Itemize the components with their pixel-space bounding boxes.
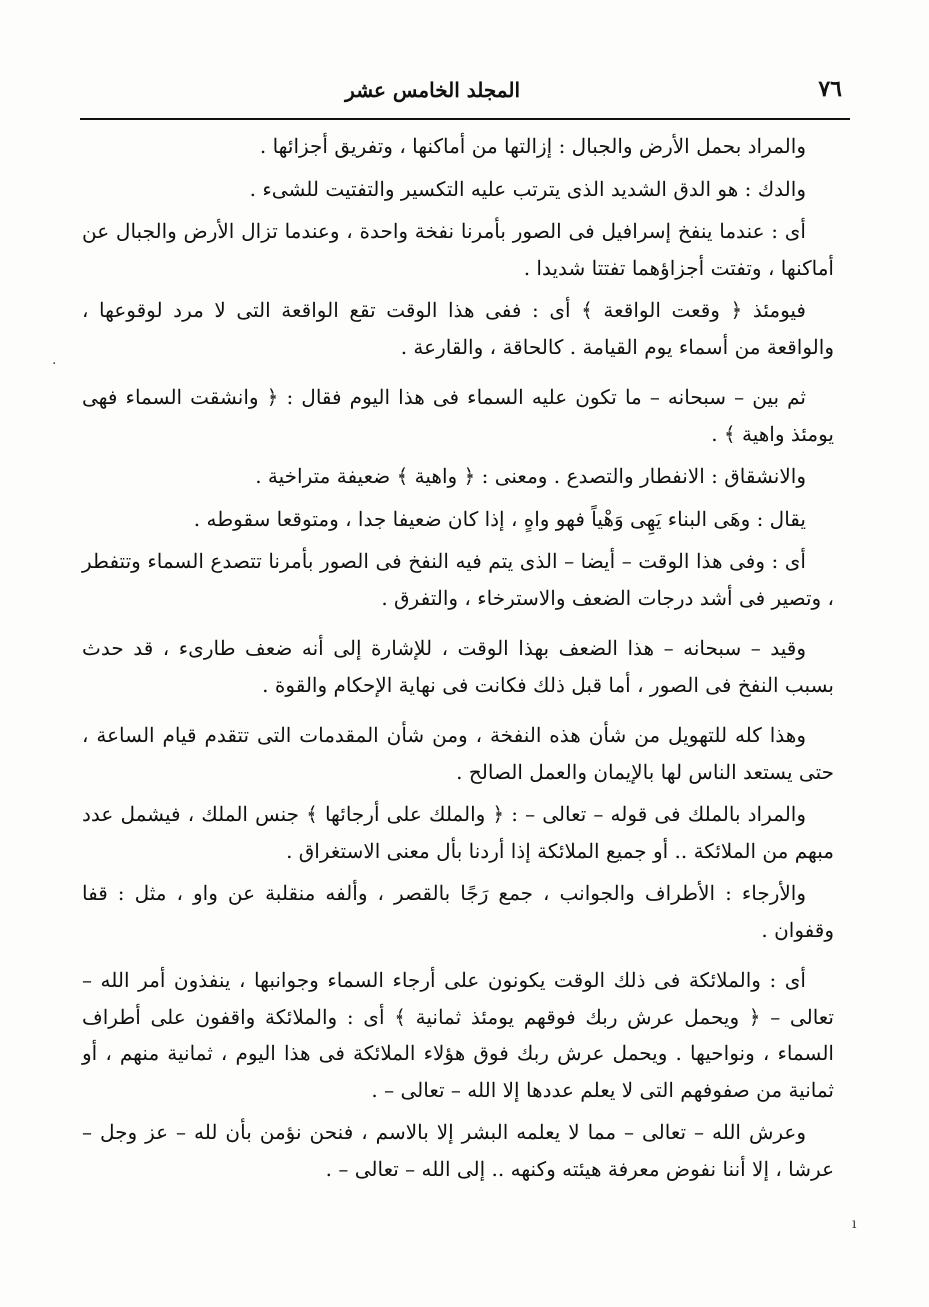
header-rule (80, 118, 850, 120)
paragraph: والمراد بالملك فى قوله – تعالى – : ﴿ والملك على أرجائها ﴾ جنس الملك ، فيشمل عدد مبهم من الملائكة .. أو جميع الملائكة إذا أردنا بأل معنى الاستغراق . (82, 802, 834, 863)
page-header (80, 70, 850, 116)
paragraph: أى : عندما ينفخ إسرافيل فى الصور بأمرنا نفخة واحدة ، وعندما تزال الأرض والجبال عن أماكنها ، وتفتت أجزاؤهما تفتتا شديدا . (82, 219, 834, 280)
paragraph: يقال : وهَى البناء يَهِى وَهْياً فهو واهٍ ، إذا كان ضعيفا جدا ، ومتوقعا سقوطه . (193, 506, 806, 531)
body-text (82, 128, 834, 1193)
paragraph: وقيد – سبحانه – هذا الضعف بهذا الوقت ، للإشارة إلى أنه ضعف طارىء ، قد حدث بسبب النفخ فى الصور ، أما قبل ذلك فكانت فى نهاية الإحكام والقوة . (82, 636, 834, 697)
margin-mark: ı (852, 1216, 857, 1232)
paragraph: والدك : هو الدق الشديد الذى يترتب عليه التكسير والتفتيت للشىء . (249, 176, 806, 201)
paragraph: أى : وفى هذا الوقت – أيضا – الذى يتم فيه النفخ فى الصور بأمرنا تتصدع السماء وتتفطر ، وتصير فى أشد درجات الضعف والاسترخاء ، والتفرق . (82, 549, 834, 610)
paragraph: وعرش الله – تعالى – مما لا يعلمه البشر إلا بالاسم ، فنحن نؤمن بأن لله – عز وجل – عرشا ، إلا أننا نفوض معرفة هيئته وكنهه .. إلى الله – تعالى – . (82, 1120, 834, 1181)
paragraph: والأرجاء : الأطراف والجوانب ، جمع رَجًا بالقصر ، وألفه منقلبة عن واو ، مثل : قفا وقفوان . (82, 881, 834, 942)
paragraph: والمراد بحمل الأرض والجبال : إزالتها من أماكنها ، وتفريق أجزائها . (259, 134, 806, 158)
paragraph: ثم بين – سبحانه – ما تكون عليه السماء فى هذا اليوم فقال : ﴿ وانشقت السماء فهى يومئذ واهية ﴾ . (82, 385, 834, 446)
paragraph: وهذا كله للتهويل من شأن هذه النفخة ، ومن شأن المقدمات التى تتقدم قيام الساعة ، حتى يستعد الناس لها بالإيمان والعمل الصالح . (82, 723, 834, 784)
paragraph: فيومئذ ﴿ وقعت الواقعة ﴾ أى : ففى هذا الوقت تقع الواقعة التى لا مرد لوقوعها ، والواقعة من أسماء يوم القيامة . كالحاقة ، والقارعة . (82, 298, 834, 359)
paragraph: أى : والملائكة فى ذلك الوقت يكونون على أرجاء السماء وجوانبها ، ينفذون أمر الله – تعالى – ﴿ ويحمل عرش ربك فوقهم يومئذ ثمانية ﴾ أى : والملائكة واقفون على أطراف السماء ، ونواحيها . ويحمل عرش ربك فوق هؤلاء الملائكة فى هذا اليوم ، ثمانية منهم ، أو ثمانية من صفوفهم التى لا يعلم عددها إلا الله – تعالى – . (82, 968, 835, 1102)
paragraph: والانشقاق : الانفطار والتصدع . ومعنى : ﴿ واهية ﴾ ضعيفة متراخية . (255, 464, 806, 488)
page-number: ٧٦ (818, 76, 842, 102)
running-head: المجلد الخامس عشر (345, 78, 520, 102)
margin-mark: · (52, 356, 57, 372)
